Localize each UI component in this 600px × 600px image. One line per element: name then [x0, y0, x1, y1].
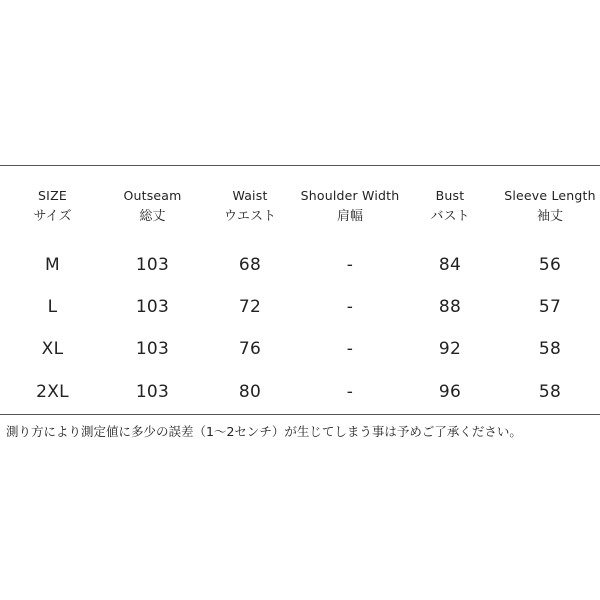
cell-shoulder-width: -	[346, 297, 354, 317]
cell-bust: 92	[438, 339, 462, 359]
cell-bust: 88	[438, 297, 462, 317]
header-waist-en: Waist	[232, 188, 268, 203]
cell-waist: 68	[238, 255, 262, 275]
cell-sleeve-length: 56	[538, 255, 562, 275]
cell-size: M	[45, 255, 60, 275]
table-row	[0, 244, 600, 286]
size-chart-body	[0, 244, 600, 414]
size-chart-header	[0, 166, 600, 244]
cell-sleeve-length: 58	[538, 382, 562, 402]
header-sleeve-length	[500, 166, 600, 244]
cell-outseam: 103	[135, 297, 170, 317]
header-shoulder-width-en: Shoulder Width	[300, 188, 400, 203]
table-row	[0, 328, 600, 370]
header-outseam-en: Outseam	[123, 188, 182, 203]
table-bottom-rule	[0, 414, 600, 415]
size-chart-table	[0, 166, 600, 414]
cell-size: 2XL	[36, 382, 69, 402]
cell-waist: 76	[238, 339, 262, 359]
header-waist-jp: ウエスト	[223, 209, 276, 224]
cell-outseam: 103	[135, 382, 170, 402]
header-bust-en: Bust	[435, 188, 465, 203]
header-bust-jp: バスト	[430, 209, 470, 224]
cell-sleeve-length: 57	[538, 297, 562, 317]
cell-sleeve-length: 58	[538, 339, 562, 359]
header-outseam	[105, 166, 200, 244]
cell-waist: 72	[238, 297, 262, 317]
cell-bust: 84	[438, 255, 462, 275]
cell-shoulder-width: -	[346, 255, 354, 275]
header-size-en: SIZE	[38, 188, 67, 203]
header-size	[0, 166, 105, 244]
header-shoulder-width-jp: 肩幅	[336, 209, 363, 224]
header-outseam-jp: 総丈	[139, 209, 166, 224]
cell-bust: 96	[438, 382, 462, 402]
cell-waist: 80	[238, 382, 262, 402]
cell-size: L	[47, 297, 58, 317]
header-size-jp: サイズ	[33, 209, 72, 224]
header-waist	[200, 166, 300, 244]
header-sleeve-length-en: Sleeve Length	[504, 188, 596, 203]
cell-shoulder-width: -	[346, 339, 354, 359]
header-row	[0, 166, 600, 244]
cell-outseam: 103	[135, 255, 170, 275]
header-sleeve-length-jp: 袖丈	[536, 209, 563, 224]
measurement-note: 測り方により測定値に多少の誤差（1〜2センチ）が生じてしまう事は予めご了承ください。	[6, 424, 522, 439]
table-row	[0, 286, 600, 328]
header-bust	[400, 166, 500, 244]
cell-outseam: 103	[135, 339, 170, 359]
cell-shoulder-width: -	[346, 382, 354, 402]
header-shoulder-width	[300, 166, 400, 244]
table-row	[0, 370, 600, 414]
cell-size: XL	[41, 339, 64, 359]
